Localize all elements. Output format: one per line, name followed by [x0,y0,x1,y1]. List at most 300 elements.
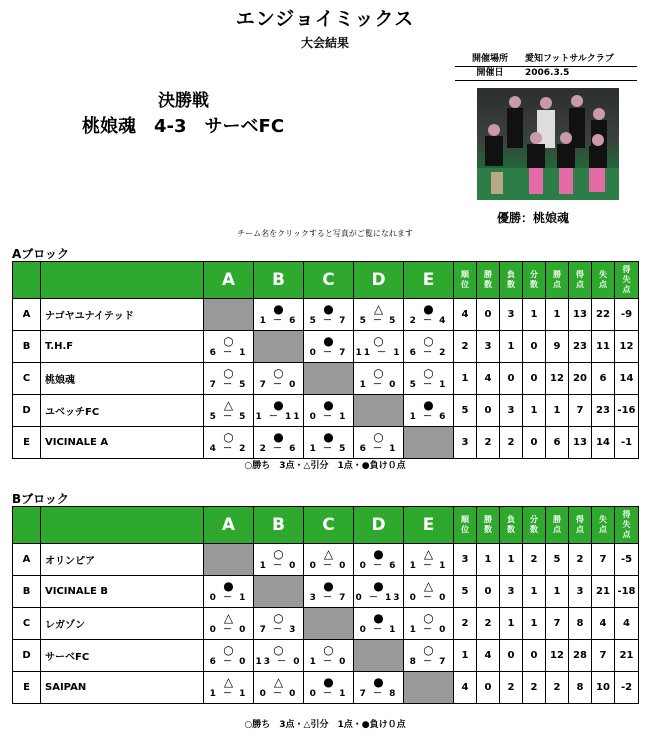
header-stat: 分 数 [523,507,546,544]
photo-note: チーム名をクリックすると写真がご覧になれます [237,229,413,238]
match-result-cell [204,608,254,640]
match-score: 1 － 0 [309,656,348,667]
result-icon: △ [373,301,384,316]
match-score: 11 － 1 [355,347,402,358]
self-match-cell [254,576,304,608]
match-score: 0 － 1 [309,411,348,422]
stat-value: 0 [523,427,546,459]
stat-value: 4 [477,640,500,672]
stat-value: 3 [569,576,592,608]
header-opponent: A [204,262,254,299]
match-score: 3 － 7 [309,592,348,603]
result-icon: ● [423,301,434,316]
header-stat: 得 失 点 [615,507,639,544]
header-opponent: E [404,507,454,544]
header-stat: 勝 点 [546,507,569,544]
result-icon: ● [323,429,334,444]
stat-value: 3 [500,299,523,331]
stat-value: 13 [569,427,592,459]
stat-value: 2 [546,672,569,704]
row-letter: C [13,608,41,640]
match-score: 0 － 0 [409,592,448,603]
match-score: 6 － 1 [359,443,398,454]
stat-value: 1 [477,544,500,576]
match-score: 1 － 0 [259,560,298,571]
stat-value: 3 [500,395,523,427]
header-blank [41,507,204,544]
stat-value: 10 [592,672,615,704]
match-result [254,676,303,700]
match-result-cell [304,395,354,427]
match-score: 0 － 1 [359,624,398,635]
result-icon: ● [273,397,284,412]
match-score: 0 － 0 [309,560,348,571]
match-result [254,399,303,423]
team-name-link[interactable]: サーベFC [41,640,204,672]
match-result-cell [254,544,304,576]
row-letter: A [13,544,41,576]
match-result [354,580,403,604]
match-result [304,431,353,455]
self-match-cell [204,544,254,576]
match-result-cell [404,331,454,363]
team-name-link[interactable]: オリンピア [41,544,204,576]
stat-value: 14 [615,363,639,395]
header-opponent: E [404,262,454,299]
match-result-cell [354,608,404,640]
result-icon: ○ [323,642,334,657]
match-result [254,431,303,455]
match-result [354,303,403,327]
match-result-cell [254,608,304,640]
stat-value: 14 [592,427,615,459]
match-result-cell [354,363,404,395]
header-stat: 負 数 [500,262,523,299]
table-row [13,395,639,427]
match-score: 0 － 13 [355,592,402,603]
header-blank [13,262,41,299]
stat-value: 7 [592,544,615,576]
header-stat: 勝 数 [477,262,500,299]
match-result-cell [204,640,254,672]
match-result-cell [304,576,354,608]
match-score: 7 － 5 [209,379,248,390]
stat-value: 1 [454,363,477,395]
stat-value: 21 [592,576,615,608]
result-icon: ● [373,546,384,561]
stat-value: 11 [592,331,615,363]
match-result-cell [354,544,404,576]
match-score: 7 － 0 [259,379,298,390]
stat-value: 0 [500,640,523,672]
stat-value: 7 [569,395,592,427]
match-score: 0 － 6 [359,560,398,571]
match-result-cell [404,640,454,672]
result-icon: ○ [223,365,234,380]
stat-value: 4 [592,608,615,640]
result-icon: △ [273,674,284,689]
match-result-cell [404,576,454,608]
match-result [404,612,453,636]
match-result-cell [254,672,304,704]
result-icon: ○ [273,365,284,380]
table-row [13,544,639,576]
match-result [404,399,453,423]
header-stat: 失 点 [592,507,615,544]
page-subtitle: 大会結果 [300,36,349,50]
block-a-table [12,261,639,459]
match-score: 5 － 7 [309,315,348,326]
match-result [254,548,303,572]
team-name-link[interactable]: T.H.F [41,331,204,363]
match-score: 0 － 1 [309,688,348,699]
match-score: 1 － 6 [259,315,298,326]
result-icon: ○ [423,365,434,380]
result-icon: ● [373,578,384,593]
table-row [13,640,639,672]
match-result-cell [204,427,254,459]
stat-value: 0 [477,395,500,427]
match-result [304,399,353,423]
match-result [254,644,303,668]
stat-value: 1 [523,299,546,331]
match-result-cell [354,299,404,331]
stat-value: 1 [454,640,477,672]
table-row [13,427,639,459]
header-stat: 順 位 [454,262,477,299]
stat-value: 2 [500,427,523,459]
stat-value: 0 [477,672,500,704]
stat-value: 5 [454,576,477,608]
result-icon: ● [323,333,334,348]
result-icon: △ [323,546,334,561]
header-stat: 得 点 [569,262,592,299]
stat-value: 2 [523,544,546,576]
table-row [13,331,639,363]
stat-value: 2 [523,672,546,704]
block-b-legend: ○勝ち 3点・△引分 1点・●負け０点 [244,720,406,730]
stat-value: 8 [569,608,592,640]
stat-value: 2 [454,608,477,640]
stat-value: 21 [615,640,639,672]
result-icon: ● [273,429,284,444]
row-letter: B [13,576,41,608]
match-result-cell [354,576,404,608]
self-match-cell [404,427,454,459]
result-icon: ○ [423,333,434,348]
stat-value: 4 [477,363,500,395]
stat-value: 20 [569,363,592,395]
match-score: 0 － 7 [309,347,348,358]
table-row [13,608,639,640]
block-b-table [12,506,639,704]
self-match-cell [354,640,404,672]
match-result [354,612,403,636]
match-score: 6 － 1 [209,347,248,358]
row-letter: D [13,395,41,427]
result-icon: △ [223,674,234,689]
match-score: 8 － 7 [409,656,448,667]
stat-value: 13 [569,299,592,331]
stat-value: 0 [500,363,523,395]
match-result [404,644,453,668]
match-result [304,335,353,359]
self-match-cell [254,331,304,363]
result-icon: ● [323,674,334,689]
match-result-cell [354,331,404,363]
table-header-row [13,262,639,299]
row-letter: D [13,640,41,672]
header-blank [13,507,41,544]
header-stat: 失 点 [592,262,615,299]
team-name-link[interactable]: 桃娘魂 [41,363,204,395]
stat-value: 1 [523,576,546,608]
match-score: 0 － 0 [259,688,298,699]
header-blank [41,262,204,299]
match-result [204,676,253,700]
team-name-link[interactable]: ユベッチFC [41,395,204,427]
stat-value: -5 [615,544,639,576]
match-result-cell [354,427,404,459]
match-score: 5 － 5 [209,411,248,422]
date-label: 開催日 [476,68,504,78]
stat-value: -18 [615,576,639,608]
match-result-cell [204,576,254,608]
match-result-cell [204,331,254,363]
stat-value: 9 [546,331,569,363]
match-score: 5 － 5 [359,315,398,326]
self-match-cell [304,608,354,640]
match-result [204,367,253,391]
stat-value: 4 [454,672,477,704]
header-stat: 勝 点 [546,262,569,299]
result-icon: △ [223,610,234,625]
result-icon: ○ [223,642,234,657]
match-result [404,335,453,359]
page-title: エンジョイミックス [235,8,415,30]
match-result [404,303,453,327]
self-match-cell [354,395,404,427]
match-result [204,335,253,359]
match-score: 7 － 8 [359,688,398,699]
header-opponent: C [304,507,354,544]
winner-team-photo [477,88,619,200]
stat-value: 3 [500,576,523,608]
stat-value: 2 [569,544,592,576]
match-score: 1 － 11 [255,411,302,422]
block-a-title: Aブロック [12,247,70,261]
stat-value: 1 [546,395,569,427]
match-result-cell [254,640,304,672]
table-row [13,363,639,395]
stat-value: 2 [500,672,523,704]
stat-value: 2 [477,608,500,640]
stat-value: 28 [569,640,592,672]
table-row [13,299,639,331]
stat-value: 1 [523,395,546,427]
result-icon: △ [423,546,434,561]
row-letter: A [13,299,41,331]
stat-value: 8 [569,672,592,704]
stat-value: 0 [523,640,546,672]
venue-info [455,53,637,81]
stat-value: 23 [592,395,615,427]
stat-value: 6 [592,363,615,395]
stat-value: 4 [615,608,639,640]
row-letter: E [13,427,41,459]
match-score: 2 － 6 [259,443,298,454]
block-a-legend: ○勝ち 3点・△引分 1点・●負け０点 [244,461,406,471]
match-result [204,431,253,455]
match-result-cell [204,395,254,427]
match-result [204,644,253,668]
match-result-cell [404,363,454,395]
result-icon: ○ [273,546,284,561]
match-result-cell [304,640,354,672]
venue-label: 開催場所 [471,54,508,64]
match-score: 5 － 1 [409,379,448,390]
header-opponent: D [354,507,404,544]
match-score: 7 － 3 [259,624,298,635]
result-icon: △ [223,397,234,412]
match-score: 13 － 0 [255,656,302,667]
stat-value: 1 [500,544,523,576]
result-icon: ○ [223,429,234,444]
match-result [204,399,253,423]
stat-value: 4 [454,299,477,331]
row-letter: E [13,672,41,704]
self-match-cell [304,363,354,395]
stat-value: 12 [546,363,569,395]
result-icon: ○ [373,365,384,380]
stat-value: 3 [454,427,477,459]
self-match-cell [204,299,254,331]
header-stat: 得 失 点 [615,262,639,299]
stat-value: -1 [615,427,639,459]
match-score: 2 － 4 [409,315,448,326]
team-name-link[interactable]: SAIPAN [41,672,204,704]
row-letter: B [13,331,41,363]
stat-value: 1 [546,299,569,331]
match-result-cell [354,672,404,704]
match-result-cell [404,608,454,640]
table-row [13,672,639,704]
stat-value: -2 [615,672,639,704]
match-score: 1 － 5 [309,443,348,454]
match-result [354,676,403,700]
stat-value: 5 [454,395,477,427]
result-icon: ● [273,301,284,316]
header-stat: 順 位 [454,507,477,544]
match-score: 1 － 1 [209,688,248,699]
header-opponent: D [354,262,404,299]
match-result-cell [254,363,304,395]
team-name-link[interactable]: VICINALE A [41,427,204,459]
final-label: 決勝戦 [158,91,209,111]
stat-value: 0 [523,331,546,363]
header-opponent: C [304,262,354,299]
stat-value: 2 [477,427,500,459]
match-result [304,676,353,700]
match-result-cell [404,544,454,576]
stat-value: 0 [477,576,500,608]
stat-value: 0 [523,363,546,395]
team-name-link[interactable]: VICINALE B [41,576,204,608]
match-result [204,580,253,604]
header-opponent: B [254,507,304,544]
venue-value: 愛知フットサルクラブ [525,54,614,64]
match-result-cell [304,544,354,576]
match-score: 1 － 6 [409,411,448,422]
self-match-cell [404,672,454,704]
row-letter: C [13,363,41,395]
result-icon: ● [423,397,434,412]
match-result-cell [404,299,454,331]
match-result-cell [254,299,304,331]
match-score: 0 － 0 [209,624,248,635]
header-opponent: A [204,507,254,544]
match-result [404,548,453,572]
team-name-link[interactable]: ナゴヤユナイテッド [41,299,204,331]
match-result [254,367,303,391]
stat-value: 7 [546,608,569,640]
match-result-cell [204,672,254,704]
result-icon: ● [323,301,334,316]
match-result [354,548,403,572]
stat-value: 12 [546,640,569,672]
result-icon: △ [423,578,434,593]
result-icon: ○ [273,642,284,657]
stat-value: 7 [592,640,615,672]
block-b-title: Bブロック [12,492,69,506]
match-result [304,580,353,604]
match-score: 4 － 2 [209,443,248,454]
stat-value: 2 [454,331,477,363]
team-name-link[interactable]: レガゾン [41,608,204,640]
match-result-cell [254,395,304,427]
stat-value: 22 [592,299,615,331]
result-icon: ● [323,397,334,412]
stat-value: 1 [523,608,546,640]
result-icon: ○ [223,333,234,348]
stat-value: -16 [615,395,639,427]
match-result [354,367,403,391]
result-icon: ○ [273,610,284,625]
result-icon: ○ [373,429,384,444]
result-icon: ○ [423,642,434,657]
stat-value: 5 [546,544,569,576]
match-result [304,548,353,572]
result-icon: ● [373,610,384,625]
stat-value: 12 [615,331,639,363]
match-score: 1 － 0 [409,624,448,635]
match-score: 6 － 0 [209,656,248,667]
match-result-cell [304,427,354,459]
result-icon: ● [223,578,234,593]
stat-value: 23 [569,331,592,363]
match-result [304,644,353,668]
header-stat: 勝 数 [477,507,500,544]
table-header-row [13,507,639,544]
header-stat: 得 点 [569,507,592,544]
match-score: 6 － 2 [409,347,448,358]
match-result-cell [304,331,354,363]
match-result [254,612,303,636]
match-result [404,580,453,604]
match-result [254,303,303,327]
result-icon: ● [373,674,384,689]
match-result-cell [254,427,304,459]
